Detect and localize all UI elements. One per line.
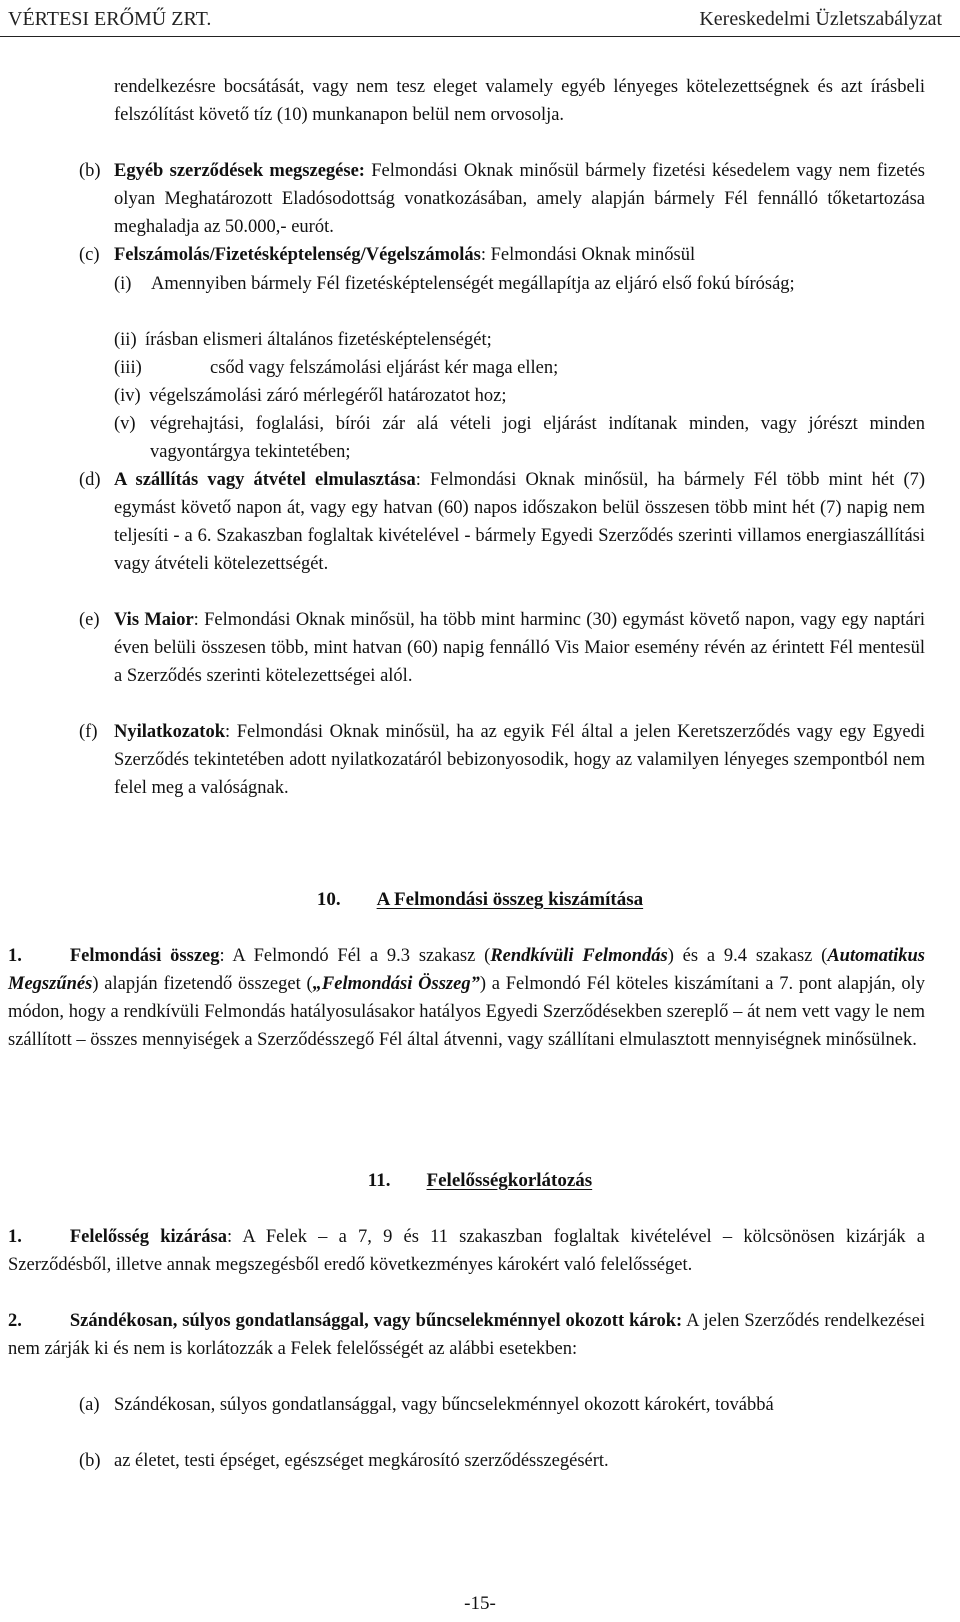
- item-title: Nyilatkozatok: [114, 722, 225, 742]
- paragraph-text: : A Felek – a 7, 9 és 11 szakaszban foglaltak kivételével – kölcsönösen kizárják a Szerződésből, illetve annak megszegésből eredő következményes károkért való felelősséget.: [8, 1227, 925, 1275]
- item-body: [114, 157, 925, 241]
- item-body: [114, 606, 925, 690]
- defined-term: „Felmondási Összeg”: [312, 974, 480, 994]
- sub-item-label: (a): [79, 1395, 100, 1415]
- sub-item-label: (i): [114, 274, 132, 294]
- paragraph-text: ) alapján fizetendő összeget (: [92, 974, 313, 994]
- section-10-heading: [0, 886, 960, 914]
- section-title: Felelősségkorlátozás: [426, 1170, 593, 1191]
- defined-term: Automatikus Megszűnés: [8, 946, 926, 994]
- sub-item-text: Szándékosan, súlyos gondatlansággal, vagy bűncselekménnyel okozott károkért, továbbá: [114, 1395, 774, 1415]
- section-11-paragraph-1: [8, 1223, 925, 1279]
- item-label: (f): [79, 722, 98, 742]
- item-title: Vis Maior: [114, 610, 194, 630]
- item-label: (b): [79, 161, 101, 181]
- paragraph-text: ) és a 9.4 szakasz (: [667, 946, 828, 966]
- item-title: Egyéb szerződések megszegése:: [114, 161, 365, 181]
- sub-item-text: írásban elismeri általános fizetésképtelenségét;: [145, 330, 492, 350]
- sub-item-text: csőd vagy felszámolási eljárást kér maga ellen;: [210, 358, 559, 378]
- item-text: : Felmondási Oknak minősül, ha bármely Fél több mint hét (7) egymást követő napon át, vagy egy hatvan (60) napos időszakon belül összesen több mint hét (7) napig nem teljesíti - a 6. Szakaszban foglaltak kivételével - bármely Egyedi Szerződés szerinti villamos energiaszállítási vagy átvételi kötelezettségét.: [114, 470, 926, 574]
- sub-item-label: (iv): [114, 386, 141, 406]
- list-item-d: [79, 466, 925, 578]
- item-text: : Felmondási Oknak minősül: [480, 245, 696, 265]
- sub-item-i: [114, 270, 925, 298]
- sub-item-label: (b): [79, 1451, 101, 1471]
- paragraph-title: Felelősség kizárása: [69, 1227, 227, 1247]
- sub-item-text: végrehajtási, foglalási, bírói zár alá vételi jogi eljárást indítanak minden, vagy jórészt minden vagyontárgya tekintetében;: [150, 414, 925, 462]
- sub-item-text: az életet, testi épséget, egészséget megkárosító szerződésszegésért.: [114, 1451, 609, 1471]
- sub-item-iv: [114, 382, 925, 410]
- item-text: Felmondási Oknak minősül bármely fizetési késedelem vagy nem fizetés olyan Meghatározott Eladósodottság vonatkozásában, amely alapján bármely Fél fennálló tőketartozása meghaladja az 50.000,- eurót.: [114, 161, 925, 237]
- header-company-name: VÉRTESI ERŐMŰ ZRT.: [8, 8, 212, 30]
- item-body: [114, 241, 925, 269]
- section-10-paragraph-1: [8, 942, 925, 1054]
- item-body: [114, 466, 925, 578]
- sub-item-text: végelszámolási záró mérlegéről határozatot hoz;: [149, 386, 507, 406]
- section-title: A Felmondási összeg kiszámítása: [376, 889, 644, 910]
- item-label: (c): [79, 245, 100, 265]
- item-text: : Felmondási Oknak minősül, ha több mint harminc (30) egymást követő napon, vagy egy naptári éven belüli összesen több, mint hatvan (60) napig fennálló Vis Maior esemény révén az érintett Fél mentesül a Szerződés szerinti kötelezettségei alól.: [114, 610, 925, 686]
- list-item-b: [79, 157, 925, 241]
- paragraph-number: 1.: [8, 1227, 22, 1247]
- page-number: -15-: [464, 1593, 496, 1614]
- sub-item-a: [79, 1391, 925, 1419]
- sub-item-iii: [114, 354, 925, 382]
- sub-item-ii: [114, 326, 925, 354]
- sub-item-label: (iii): [114, 358, 142, 378]
- intro-paragraph: [114, 73, 925, 129]
- list-item-f: [79, 718, 925, 802]
- list-item-e: [79, 606, 925, 690]
- item-title: Felszámolás/Fizetésképtelenség/Végelszámolás: [114, 245, 481, 265]
- list-item-c: [79, 241, 925, 269]
- sub-item-text: Amennyiben bármely Fél fizetésképtelenségét megállapítja az eljáró első fokú bíróság;: [151, 274, 795, 294]
- section-11-heading: [0, 1167, 960, 1195]
- section-number: 11.: [367, 1170, 391, 1191]
- item-label: (d): [79, 470, 101, 490]
- sub-item-label: (v): [114, 414, 136, 434]
- paragraph-text: : A Felmondó Fél a 9.3 szakasz (: [219, 946, 491, 966]
- paragraph-number: 2.: [8, 1311, 22, 1331]
- section-11-paragraph-2: [8, 1307, 925, 1363]
- sub-item-v: [114, 410, 925, 466]
- item-body: [114, 718, 925, 802]
- paragraph-number: 1.: [8, 946, 22, 966]
- paragraph-title: Felmondási összeg: [69, 946, 220, 966]
- intro-text: rendelkezésre bocsátását, vagy nem tesz eleget valamely egyéb lényeges kötelezettségnek és azt írásbeli felszólítást követő tíz (10) munkanapon belül nem orvosolja.: [114, 77, 925, 125]
- paragraph-text: A jelen Szerződés rendelkezései nem zárják ki és nem is korlátozzák a Felek felelősségét az alábbi esetekben:: [8, 1311, 925, 1359]
- item-title: A szállítás vagy átvétel elmulasztása: [114, 470, 416, 490]
- paragraph-title: Szándékosan, súlyos gondatlansággal, vagy bűncselekménnyel okozott károk:: [69, 1311, 683, 1331]
- item-text: : Felmondási Oknak minősül, ha az egyik Fél által a jelen Keretszerződés vagy egy Egyedi Szerződés tekintetében adott nyilatkozatáról bebizonyosodik, hogy az valamilyen lényeges szempontból nem felel meg a valóságnak.: [114, 722, 925, 798]
- sub-item-label: (ii): [114, 330, 137, 350]
- sub-item-b: [79, 1447, 925, 1475]
- section-number: 10.: [316, 889, 341, 910]
- header-document-title: Kereskedelmi Üzletszabályzat: [699, 8, 942, 30]
- defined-term: Rendkívüli Felmondás: [490, 946, 668, 966]
- paragraph-text: ) a Felmondó Fél köteles kiszámítani a 7. pont alapján, oly módon, hogy a rendkívüli Felmondás hatályosulásakor hatályos Egyedi Szerződésekben szereplő – át nem vett vagy le nem szállított – összes mennyiségek a Szerződésszegő Fél által átvenni, vagy szállítani elmulasztott mennyiségnek minősülnek.: [8, 974, 925, 1050]
- item-label: (e): [79, 610, 100, 630]
